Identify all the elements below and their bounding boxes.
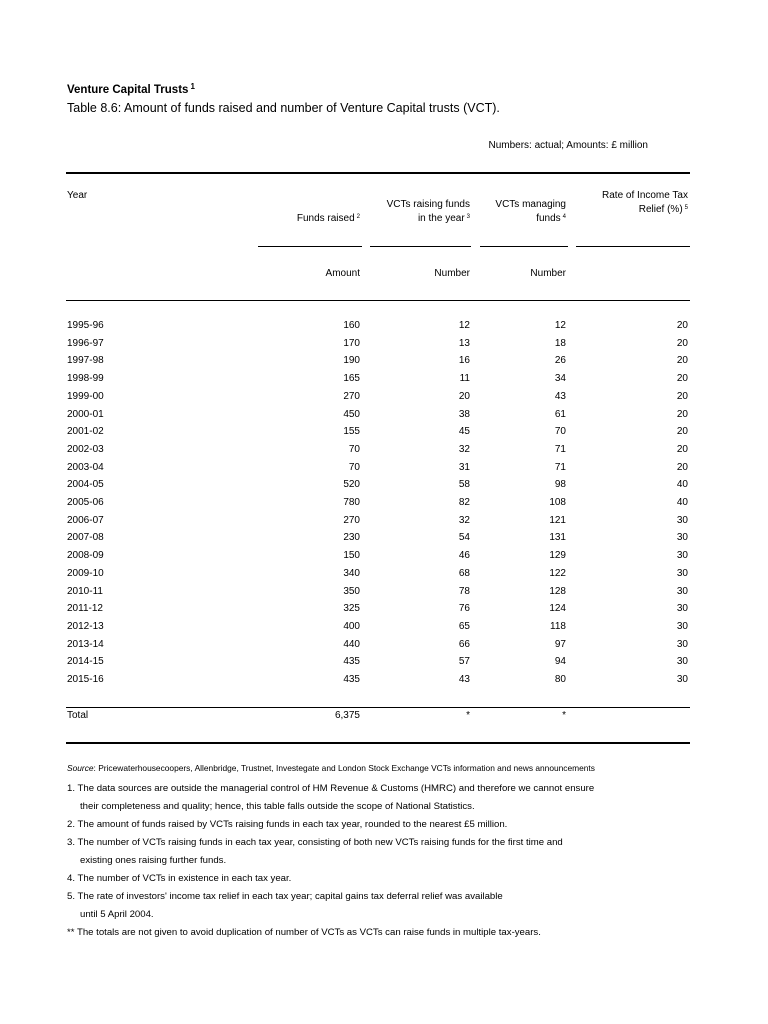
row-funds-raised: 350 (343, 585, 360, 597)
row-year: 2003-04 (67, 461, 104, 473)
row-vcts-managing: 118 (550, 620, 566, 632)
row-year: 2002-03 (67, 443, 104, 455)
row-tax-relief-rate: 30 (676, 656, 688, 668)
document-title: Venture Capital Trusts $^1$ (67, 82, 195, 96)
row-year: 2004-05 (67, 479, 104, 491)
row-tax-relief-rate: 30 (676, 514, 688, 526)
total-vcts-raising: * (466, 710, 470, 721)
footnote-line: 1. The data sources are outside the managerial control of HM Revenue & Customs (HMRC) and therefore we cannot ensure (67, 783, 595, 794)
row-year: 2011-12 (67, 603, 103, 615)
table-row (0, 586, 768, 604)
row-tax-relief-rate: 20 (676, 373, 688, 385)
row-tax-relief-rate: 20 (676, 390, 688, 402)
row-funds-raised: 230 (343, 532, 360, 544)
header-vcts-raising: VCTs raising funds in the year $^3$ (386, 199, 470, 224)
row-tax-relief-rate: 20 (676, 355, 688, 367)
row-vcts-managing: 131 (549, 532, 566, 544)
row-funds-raised: 170 (343, 337, 360, 349)
table-row (0, 462, 768, 480)
row-vcts-raising: 31 (458, 461, 470, 473)
row-vcts-raising: 16 (458, 355, 470, 367)
row-tax-relief-rate: 40 (676, 479, 688, 491)
table-row (0, 550, 768, 568)
row-funds-raised: 190 (343, 355, 360, 367)
row-year: 1996-97 (67, 337, 104, 349)
footnote-line: existing ones raising further funds. (80, 855, 227, 866)
bottom-rule (66, 742, 690, 744)
row-funds-raised: 70 (348, 461, 360, 473)
row-vcts-managing: 94 (554, 656, 566, 668)
row-vcts-raising: 32 (458, 514, 470, 526)
row-vcts-managing: 124 (549, 603, 566, 615)
row-year: 2000-01 (67, 408, 104, 420)
row-vcts-managing: 108 (549, 497, 566, 508)
row-year: 2014-15 (67, 656, 104, 668)
row-funds-raised: 160 (343, 320, 360, 331)
row-vcts-raising: 46 (458, 550, 470, 562)
row-vcts-raising: 76 (458, 603, 470, 615)
row-year: 2013-14 (67, 638, 104, 650)
unit-label-amount: Amount (325, 268, 360, 279)
row-vcts-managing: 61 (554, 408, 566, 420)
row-funds-raised: 150 (343, 550, 360, 562)
row-vcts-managing: 70 (554, 426, 566, 438)
table-row (0, 426, 768, 444)
row-vcts-raising: 78 (458, 585, 470, 597)
header-underline (576, 246, 690, 247)
table-row (0, 338, 768, 356)
row-tax-relief-rate: 20 (676, 337, 688, 349)
row-year: 2015-16 (67, 674, 104, 685)
row-vcts-raising: 45 (458, 426, 470, 438)
row-vcts-raising: 68 (458, 567, 470, 579)
table-row (0, 603, 768, 621)
row-tax-relief-rate: 30 (676, 585, 688, 597)
footnote-line: until 5 April 2004. (80, 909, 154, 920)
row-funds-raised: 780 (343, 497, 360, 508)
row-funds-raised: 450 (343, 408, 360, 420)
row-vcts-raising: 12 (458, 320, 470, 331)
row-tax-relief-rate: 20 (676, 443, 688, 455)
total-rule (66, 707, 690, 708)
title-footnote-ref: 1 (190, 82, 195, 91)
row-year: 1995-96 (67, 320, 104, 331)
table-row (0, 444, 768, 462)
row-vcts-managing: 129 (549, 550, 566, 562)
row-funds-raised: 325 (343, 603, 360, 615)
row-vcts-raising: 82 (458, 497, 470, 508)
unit-label-number: Number (530, 268, 566, 279)
header-underline (480, 246, 568, 247)
row-funds-raised: 270 (343, 514, 360, 526)
header-rule (66, 300, 690, 301)
row-vcts-managing: 71 (554, 443, 566, 455)
row-vcts-managing: 97 (554, 638, 566, 650)
row-funds-raised: 270 (343, 390, 360, 402)
table-row (0, 515, 768, 533)
row-funds-raised: 70 (348, 443, 360, 455)
row-tax-relief-rate: 30 (676, 532, 688, 544)
row-tax-relief-rate: 30 (676, 674, 688, 685)
row-vcts-managing: 121 (549, 514, 566, 526)
row-vcts-raising: 65 (458, 620, 470, 632)
row-vcts-raising: 54 (458, 532, 470, 544)
header-underline (258, 246, 362, 247)
row-vcts-raising: 38 (458, 408, 470, 420)
row-year: 1997-98 (67, 355, 104, 367)
table-row (0, 497, 768, 515)
footnote-line: 2. The amount of funds raised by VCTs raising funds in each tax year, rounded to the nearest £5 million. (67, 819, 508, 830)
row-funds-raised: 155 (343, 426, 360, 438)
header-year: Year (67, 190, 88, 201)
row-vcts-raising: 32 (458, 443, 470, 455)
row-vcts-managing: 43 (554, 390, 566, 402)
row-vcts-raising: 66 (458, 638, 470, 650)
table-row (0, 391, 768, 409)
row-tax-relief-rate: 20 (676, 461, 688, 473)
row-vcts-managing: 71 (554, 461, 566, 473)
row-vcts-managing: 98 (554, 479, 566, 491)
row-tax-relief-rate: 30 (676, 638, 688, 650)
row-year: 2007-08 (67, 532, 104, 544)
row-vcts-managing: 80 (554, 674, 566, 685)
row-year: 2010-11 (67, 585, 103, 597)
footnote-line: 5. The rate of investors' income tax relief in each tax year; capital gains tax deferral relief was available (67, 891, 503, 902)
table-row (0, 479, 768, 497)
row-vcts-managing: 122 (549, 567, 566, 579)
row-vcts-managing: 12 (554, 320, 566, 331)
row-tax-relief-rate: 20 (676, 426, 688, 438)
row-year: 2001-02 (67, 426, 104, 438)
row-funds-raised: 165 (343, 373, 360, 385)
table-row (0, 320, 768, 338)
row-vcts-raising: 20 (458, 390, 470, 402)
row-funds-raised: 400 (343, 620, 360, 632)
row-tax-relief-rate: 30 (676, 567, 688, 579)
row-vcts-raising: 11 (459, 373, 470, 385)
table-row (0, 355, 768, 373)
row-year: 2012-13 (67, 620, 104, 632)
footnotes (67, 780, 594, 942)
row-year: 2008-09 (67, 550, 104, 562)
table-row (0, 674, 768, 692)
footnote-line: 3. The number of VCTs raising funds in each tax year, consisting of both new VCTs raising funds for the first time and (67, 837, 563, 848)
row-vcts-managing: 26 (554, 355, 566, 367)
table-caption: Table 8.6: Amount of funds raised and number of Venture Capital trusts (VCT). (67, 101, 500, 115)
row-year: 2006-07 (67, 514, 104, 526)
table-row (0, 373, 768, 391)
total-label: Total (67, 710, 89, 721)
row-vcts-raising: 58 (458, 479, 470, 491)
source-line: Source: Pricewaterhousecoopers, Allenbridge, Trustnet, Investegate and London Stock Exchange VCTs information and news announcements (67, 763, 595, 773)
header-underline (370, 246, 471, 247)
row-vcts-raising: 57 (458, 656, 470, 668)
table-row (0, 639, 768, 657)
row-tax-relief-rate: 40 (676, 497, 688, 508)
row-tax-relief-rate: 30 (676, 603, 688, 615)
footnote-line: their completeness and quality; hence, this table falls outside the scope of National Statistics. (80, 801, 475, 812)
row-funds-raised: 435 (343, 656, 360, 668)
row-vcts-raising: 13 (458, 337, 470, 349)
header-rate-income-tax: Rate of Income Tax Relief (%) $^5$ (602, 190, 688, 215)
row-funds-raised: 520 (343, 479, 360, 491)
total-vcts-managing: * (562, 710, 566, 721)
row-funds-raised: 440 (343, 638, 360, 650)
row-funds-raised: 435 (343, 674, 360, 685)
row-vcts-raising: 43 (458, 674, 470, 685)
footnote-line: ** The totals are not given to avoid duplication of number of VCTs as VCTs can raise funds in multiple tax-years. (67, 927, 541, 938)
row-year: 1998-99 (67, 373, 104, 385)
row-vcts-managing: 34 (554, 373, 566, 385)
row-tax-relief-rate: 20 (676, 408, 688, 420)
total-row (0, 710, 768, 728)
header-funds-raised: Funds raised $^2$ (296, 213, 360, 224)
table-row (0, 568, 768, 586)
top-rule (66, 172, 690, 174)
row-year: 2009-10 (67, 567, 104, 579)
row-funds-raised: 340 (343, 567, 360, 579)
row-tax-relief-rate: 30 (676, 620, 688, 632)
row-vcts-managing: 18 (554, 337, 566, 349)
table-row (0, 409, 768, 427)
footnote-line: 4. The number of VCTs in existence in each tax year. (67, 873, 292, 884)
unit-label-number: Number (434, 268, 470, 279)
row-year: 1999-00 (67, 390, 104, 402)
units-note: Numbers: actual; Amounts: £ million (488, 140, 648, 151)
row-tax-relief-rate: 30 (676, 550, 688, 562)
row-tax-relief-rate: 20 (676, 320, 688, 331)
table-row (0, 656, 768, 674)
table-row (0, 532, 768, 550)
row-vcts-managing: 128 (549, 585, 566, 597)
row-year: 2005-06 (67, 497, 104, 508)
total-funds: 6,375 (334, 710, 360, 721)
header-vcts-managing: VCTs managing funds $^4$ (495, 199, 566, 224)
table-row (0, 621, 768, 639)
